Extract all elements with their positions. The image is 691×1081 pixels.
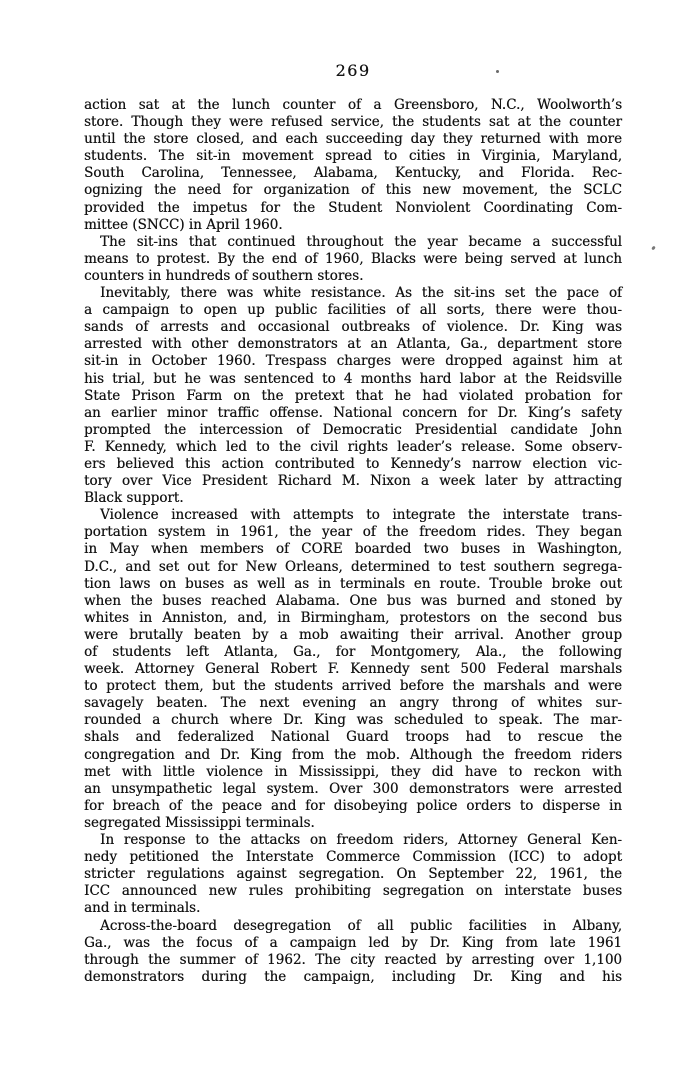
text-line: tion laws on buses as well as in terminals en route. Trouble broke out	[84, 575, 622, 592]
text-line: means to protest. By the end of 1960, Blacks were being served at lunch	[84, 250, 622, 267]
scan-speck	[496, 70, 499, 73]
text-line: prompted the intercession of Democratic Presidential candidate John	[84, 421, 622, 438]
text-line: nedy petitioned the Interstate Commerce Commission (ICC) to adopt	[84, 849, 622, 866]
text-line: mittee (SNCC) in April 1960.	[84, 216, 283, 233]
text-line: to protect them, but the students arrived before the marshals and were	[84, 678, 622, 695]
text-line: ers believed this action contributed to Kennedy’s narrow election vic-	[84, 455, 622, 472]
text-line: through the summer of 1962. The city reacted by arresting over 1,100	[84, 951, 622, 968]
text-line: and in terminals.	[84, 900, 201, 917]
text-line: Across-the-board desegregation of all public facilities in Albany,	[100, 917, 622, 934]
text-line: when the buses reached Alabama. One bus was burned and stoned by	[84, 592, 622, 609]
text-line: F. Kennedy, which led to the civil rights leader’s release. Some observ-	[84, 438, 622, 455]
text-line: week. Attorney General Robert F. Kennedy sent 500 Federal marshals	[84, 661, 622, 678]
text-line: savagely beaten. The next evening an angry throng of whites sur-	[84, 695, 622, 712]
text-line: in May when members of CORE boarded two buses in Washington,	[84, 541, 622, 558]
text-line: sit-in in October 1960. Trespass charges were dropped against him at	[84, 353, 622, 370]
text-line: D.C., and set out for New Orleans, determined to test southern segrega-	[84, 558, 622, 575]
scan-speck	[651, 246, 656, 251]
text-line: an unsympathetic legal system. Over 300 demonstrators were arrested	[84, 780, 622, 797]
text-line: provided the impetus for the Student Nonviolent Coordinating Com-	[84, 199, 622, 216]
text-line: Violence increased with attempts to integrate the interstate trans-	[100, 507, 622, 524]
text-line: met with little violence in Mississippi, they did have to reckon with	[84, 763, 622, 780]
body-text	[84, 97, 622, 986]
text-line: store. Though they were refused service, the students sat at the counter	[84, 114, 622, 131]
text-line: action sat at the lunch counter of a Greensboro, N.C., Woolworth’s	[84, 97, 622, 113]
text-line: The sit-ins that continued throughout the year became a successful	[100, 233, 622, 250]
text-line: for breach of the peace and for disobeying police orders to disperse in	[84, 797, 622, 814]
text-line: students. The sit-in movement spread to cities in Virginia, Maryland,	[84, 148, 622, 165]
text-line: counters in hundreds of southern stores.	[84, 267, 364, 284]
text-line: whites in Anniston, and, in Birmingham, protestors on the second bus	[84, 609, 622, 626]
text-line: State Prison Farm on the pretext that he had violated probation for	[84, 387, 622, 404]
text-line: demonstrators during the campaign, including Dr. King and his	[84, 968, 622, 985]
text-line: sands of arrests and occasional outbreaks of violence. Dr. King was	[84, 319, 622, 336]
text-line: portation system in 1961, the year of the freedom rides. They began	[84, 524, 622, 541]
text-line: ognizing the need for organization of this new movement, the SCLC	[84, 182, 622, 199]
text-line: shals and federalized National Guard troops had to rescue the	[84, 729, 622, 746]
text-line: ICC announced new rules prohibiting segregation on interstate buses	[84, 883, 622, 900]
text-line: South Carolina, Tennessee, Alabama, Kentucky, and Florida. Rec-	[84, 165, 622, 182]
text-line: In response to the attacks on freedom riders, Attorney General Ken-	[100, 832, 622, 849]
text-line: congregation and Dr. King from the mob. Although the freedom riders	[84, 746, 622, 763]
text-line: arrested with other demonstrators at an Atlanta, Ga., department store	[84, 336, 622, 353]
text-line: of students left Atlanta, Ga., for Montgomery, Ala., the following	[84, 644, 622, 660]
text-line: an earlier minor traffic offense. National concern for Dr. King’s safety	[84, 404, 622, 421]
text-line: stricter regulations against segregation. On September 22, 1961, the	[84, 866, 622, 883]
text-line: tory over Vice President Richard M. Nixon a week later by attracting	[84, 473, 622, 490]
text-line: Ga., was the focus of a campaign led by Dr. King from late 1961	[84, 934, 622, 951]
text-line: his trial, but he was sentenced to 4 months hard labor at the Reidsville	[84, 370, 622, 387]
text-line: Inevitably, there was white resistance. As the sit-ins set the pace of	[100, 285, 622, 302]
text-line: rounded a church where Dr. King was scheduled to speak. The mar-	[84, 712, 622, 729]
text-line: until the store closed, and each succeeding day they returned with more	[84, 131, 622, 148]
page-number: 269	[335, 61, 371, 80]
text-line: segregated Mississippi terminals.	[84, 814, 315, 831]
text-line: were brutally beaten by a mob awaiting their arrival. Another group	[84, 626, 622, 643]
text-line: a campaign to open up public facilities of all sorts, there were thou-	[84, 302, 622, 319]
text-line: Black support.	[84, 490, 184, 507]
